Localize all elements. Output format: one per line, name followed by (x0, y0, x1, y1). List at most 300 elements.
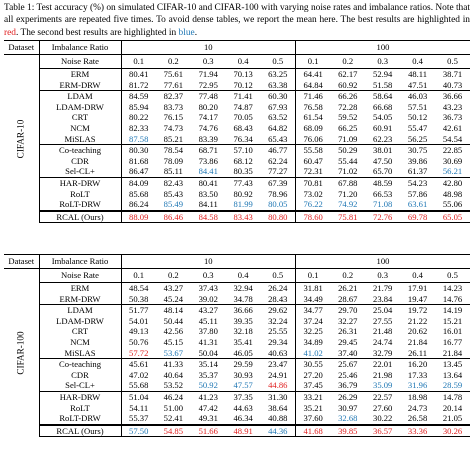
accuracy-value: 44.36 (261, 425, 296, 437)
accuracy-value: 47.50 (373, 155, 393, 166)
accuracy-value: 72.31 (295, 166, 330, 177)
imbalance-ratio-100: 100 (295, 41, 470, 55)
noise-rate-value: 0.3 (191, 269, 226, 283)
accuracy-value: 24.73 (407, 402, 428, 413)
accuracy-value: 80.22 (121, 112, 156, 123)
accuracy-value: 67.39 (261, 177, 296, 188)
noise-rate-value: 0.1 (295, 269, 330, 283)
method-name: NCM (39, 123, 121, 134)
accuracy-value: 30.22 (373, 413, 393, 424)
accuracy-value: 26.29 (330, 391, 365, 402)
noise-rate-value: 0.2 (330, 269, 365, 283)
accuracy-value: 16.77 (442, 336, 463, 347)
accuracy-value: 68.43 (233, 122, 253, 133)
noise-rate-value: 0.3 (191, 55, 226, 69)
accuracy-value: 64.82 (268, 122, 288, 133)
imbalance-ratio-10: 10 (121, 41, 295, 55)
table-row (4, 112, 470, 123)
noise-rate-value: 0.1 (121, 269, 156, 283)
method-name: RoLT (39, 189, 121, 200)
table-row (4, 403, 470, 414)
accuracy-value: 48.98 (442, 188, 463, 199)
table-row (4, 305, 470, 316)
accuracy-value: 70.12 (233, 79, 253, 90)
accuracy-value: 77.43 (226, 177, 261, 188)
accuracy-value: 53.67 (163, 347, 184, 358)
accuracy-value: 25.55 (268, 326, 288, 337)
accuracy-value: 39.02 (198, 293, 218, 304)
accuracy-value: 35.14 (191, 359, 226, 370)
accuracy-value: 51.66 (191, 425, 226, 437)
dataset-name: CIFAR-100 (15, 331, 26, 375)
accuracy-value: 81.99 (233, 199, 253, 210)
accuracy-value: 54.05 (373, 112, 393, 123)
noise-rate-value: 0.2 (156, 55, 191, 69)
method-name: Sel-CL+ (39, 380, 121, 391)
accuracy-value: 41.68 (295, 425, 330, 437)
accuracy-value: 81.72 (121, 80, 156, 91)
accuracy-value: 34.89 (295, 337, 330, 348)
accuracy-value: 38.64 (268, 402, 288, 413)
accuracy-value: 88.09 (121, 211, 156, 223)
accuracy-value: 40.73 (442, 79, 463, 90)
accuracy-value: 80.20 (198, 101, 218, 112)
accuracy-value: 30.93 (233, 369, 253, 380)
accuracy-value: 54.01 (121, 316, 156, 327)
dataset-header: Dataset (4, 255, 39, 269)
accuracy-value: 72.76 (365, 211, 400, 223)
accuracy-value: 67.93 (268, 101, 288, 112)
accuracy-value: 26.11 (408, 347, 428, 358)
accuracy-value: 57.51 (407, 101, 428, 112)
table-row (4, 177, 470, 188)
accuracy-value: 47.57 (233, 380, 253, 391)
ours-row (4, 211, 470, 223)
accuracy-value: 30.69 (442, 155, 463, 166)
method-name: RCAL (Ours) (39, 211, 121, 223)
accuracy-value: 14.78 (435, 391, 470, 402)
accuracy-value: 21.48 (373, 326, 393, 337)
accuracy-value: 80.80 (261, 211, 296, 223)
accuracy-value: 20.14 (442, 402, 463, 413)
accuracy-value: 41.02 (295, 348, 330, 359)
accuracy-value: 84.41 (198, 166, 218, 177)
cifar10-results-table (4, 40, 470, 223)
method-name: Co-teaching (39, 359, 121, 370)
accuracy-value: 36.66 (226, 305, 261, 316)
caption-text-1: Table 1: Test accuracy (%) on simulated CIFAR-10 and CIFAR-100 with varying noise rates and imbalance ratios. Note that all experiments are repeated five times. To avoid dense tables, we report the mean here. The best results are highlighted in (4, 3, 471, 26)
accuracy-value: 47.42 (198, 402, 218, 413)
accuracy-value: 83.39 (198, 133, 218, 144)
accuracy-value: 18.98 (400, 391, 435, 402)
accuracy-value: 41.33 (156, 359, 191, 370)
accuracy-value: 28.43 (268, 293, 288, 304)
accuracy-value: 39.85 (330, 425, 365, 437)
accuracy-value: 77.27 (268, 166, 288, 177)
accuracy-value: 37.24 (295, 316, 330, 327)
caption-text-2: . The second best results are highlighted in (15, 27, 179, 38)
accuracy-value: 20.62 (407, 326, 428, 337)
header-row (4, 41, 470, 55)
table-caption (4, 2, 470, 39)
accuracy-value: 21.05 (442, 413, 463, 424)
table-row (4, 348, 470, 359)
accuracy-value: 34.49 (295, 294, 330, 305)
accuracy-value: 46.24 (156, 391, 191, 402)
accuracy-value: 60.47 (295, 156, 330, 167)
accuracy-value: 34.78 (233, 293, 253, 304)
accuracy-value: 57.50 (121, 425, 156, 437)
accuracy-value: 85.11 (163, 166, 183, 177)
accuracy-value: 73.02 (295, 189, 330, 200)
accuracy-value: 50.38 (121, 294, 156, 305)
accuracy-value: 47.51 (407, 79, 428, 90)
table-row (4, 359, 470, 370)
accuracy-value: 71.08 (373, 199, 393, 210)
accuracy-value: 51.58 (373, 79, 393, 90)
noise-rate-value: 0.5 (261, 269, 296, 283)
accuracy-value: 36.57 (365, 425, 400, 437)
accuracy-value: 76.22 (295, 199, 330, 211)
accuracy-value: 80.35 (233, 166, 253, 177)
accuracy-value: 30.97 (338, 402, 358, 413)
accuracy-value: 74.92 (338, 199, 358, 210)
accuracy-value: 31.96 (407, 380, 428, 391)
accuracy-value: 78.54 (156, 145, 191, 156)
accuracy-value: 37.80 (198, 326, 218, 337)
method-name: ERM (39, 283, 121, 294)
accuracy-value: 13.45 (435, 359, 470, 370)
accuracy-value: 72.28 (338, 101, 358, 112)
accuracy-value: 46.03 (400, 91, 435, 102)
table-row (4, 326, 470, 337)
accuracy-value: 39.35 (233, 315, 253, 326)
noise-rate-value: 0.2 (156, 269, 191, 283)
dataset-name: CIFAR-10 (15, 119, 26, 159)
accuracy-value: 35.09 (373, 380, 393, 391)
accuracy-value: 29.59 (226, 359, 261, 370)
accuracy-value: 59.52 (338, 112, 358, 123)
accuracy-value: 62.24 (268, 155, 288, 166)
accuracy-value: 21.79 (365, 283, 400, 294)
accuracy-value: 39.86 (407, 155, 428, 166)
accuracy-value: 66.53 (373, 188, 393, 199)
method-name: RoLT (39, 403, 121, 414)
accuracy-value: 73.86 (198, 155, 218, 166)
method-name: CRT (39, 112, 121, 123)
accuracy-value: 30.55 (295, 359, 330, 370)
accuracy-value: 84.59 (121, 91, 156, 102)
method-name: LDAM-DRW (39, 102, 121, 113)
accuracy-value: 32.18 (233, 326, 253, 337)
accuracy-value: 32.25 (295, 326, 330, 337)
accuracy-value: 30.26 (435, 425, 470, 437)
accuracy-value: 76.58 (295, 102, 330, 113)
noise-rate-row (4, 55, 470, 69)
noise-rate-row (4, 269, 470, 283)
accuracy-value: 71.94 (191, 69, 226, 80)
table-row (4, 80, 470, 91)
method-name: Sel-CL+ (39, 166, 121, 177)
accuracy-value: 68.71 (191, 145, 226, 156)
accuracy-value: 43.27 (156, 283, 191, 294)
method-name: NCM (39, 337, 121, 348)
accuracy-value: 35.41 (233, 336, 253, 347)
accuracy-value: 76.15 (163, 112, 184, 123)
accuracy-value: 50.44 (163, 315, 184, 326)
accuracy-value: 17.91 (400, 283, 435, 294)
accuracy-value: 85.21 (163, 133, 184, 144)
accuracy-value: 63.25 (261, 69, 296, 80)
accuracy-value: 61.37 (407, 166, 428, 177)
accuracy-value: 77.61 (163, 79, 184, 90)
method-name: CRT (39, 326, 121, 337)
accuracy-value: 56.25 (407, 133, 428, 144)
accuracy-value: 78.09 (163, 155, 184, 166)
accuracy-value: 65.43 (268, 133, 288, 144)
accuracy-value: 70.05 (233, 112, 253, 123)
accuracy-value: 55.58 (295, 145, 330, 156)
accuracy-value: 74.17 (198, 112, 218, 123)
table-row (4, 91, 470, 102)
imbalance-ratio-10: 10 (121, 255, 295, 269)
accuracy-value: 48.14 (156, 305, 191, 316)
table-row (4, 189, 470, 200)
accuracy-value: 65.05 (435, 211, 470, 223)
noise-rate-value: 0.4 (226, 55, 261, 69)
accuracy-value: 45.15 (163, 336, 184, 347)
accuracy-value: 74.73 (163, 122, 184, 133)
accuracy-value: 15.21 (442, 315, 463, 326)
accuracy-value: 14.19 (435, 305, 470, 316)
accuracy-value: 40.88 (268, 413, 288, 424)
table-row (4, 156, 470, 167)
noise-rate-label: Noise Rate (39, 55, 121, 69)
accuracy-value: 82.33 (121, 123, 156, 134)
accuracy-value: 32.24 (268, 315, 288, 326)
accuracy-value: 50.29 (330, 145, 365, 156)
accuracy-value: 85.68 (121, 189, 156, 200)
accuracy-value: 24.74 (373, 336, 393, 347)
imbalance-ratio-100: 100 (295, 255, 470, 269)
accuracy-value: 82.37 (156, 91, 191, 102)
accuracy-value: 51.04 (121, 391, 156, 402)
method-name: RoLT-DRW (39, 413, 121, 425)
imbalance-ratio-header: Imbalance Ratio (39, 255, 121, 269)
accuracy-value: 72.95 (198, 79, 218, 90)
accuracy-value: 82.43 (156, 177, 191, 188)
accuracy-value: 71.02 (338, 166, 358, 177)
noise-rate-label: Noise Rate (39, 269, 121, 283)
accuracy-value: 81.68 (121, 156, 156, 167)
accuracy-value: 68.12 (233, 155, 253, 166)
accuracy-value: 86.46 (156, 211, 191, 223)
accuracy-value: 71.09 (338, 133, 358, 144)
accuracy-value: 58.64 (365, 91, 400, 102)
accuracy-value: 62.17 (330, 69, 365, 80)
accuracy-value: 46.05 (233, 347, 253, 358)
accuracy-value: 22.01 (365, 359, 400, 370)
accuracy-value: 21.98 (373, 369, 393, 380)
accuracy-value: 37.45 (295, 380, 330, 391)
noise-rate-value: 0.5 (261, 55, 296, 69)
accuracy-value: 21.84 (442, 347, 463, 358)
accuracy-value: 80.30 (121, 145, 156, 156)
accuracy-value: 32.94 (226, 283, 261, 294)
accuracy-value: 51.77 (121, 305, 156, 316)
accuracy-value: 55.37 (121, 413, 156, 425)
accuracy-value: 23.47 (261, 359, 296, 370)
method-name: MiSLAS (39, 348, 121, 359)
accuracy-value: 42.80 (435, 177, 470, 188)
imbalance-ratio-header: Imbalance Ratio (39, 41, 121, 55)
accuracy-value: 30.75 (400, 145, 435, 156)
accuracy-value: 55.06 (442, 199, 463, 210)
accuracy-value: 52.94 (365, 69, 400, 80)
method-name: ERM (39, 69, 121, 80)
noise-rate-value: 0.4 (400, 55, 435, 69)
accuracy-value: 80.92 (233, 188, 253, 199)
accuracy-value: 57.86 (407, 188, 428, 199)
accuracy-value: 75.61 (156, 69, 191, 80)
noise-rate-value: 0.3 (365, 269, 400, 283)
accuracy-value: 80.05 (268, 199, 288, 210)
accuracy-value: 68.09 (295, 123, 330, 134)
accuracy-value: 27.55 (373, 315, 393, 326)
accuracy-value: 29.45 (338, 336, 358, 347)
noise-rate-value: 0.5 (435, 55, 470, 69)
accuracy-value: 44.63 (233, 402, 253, 413)
accuracy-value: 40.64 (163, 369, 184, 380)
accuracy-value: 50.12 (407, 112, 428, 123)
accuracy-value: 46.34 (233, 413, 253, 424)
accuracy-value: 53.52 (163, 380, 184, 391)
accuracy-value: 83.73 (163, 101, 184, 112)
table-row (4, 123, 470, 134)
accuracy-value: 37.40 (338, 347, 358, 358)
accuracy-value: 83.43 (226, 211, 261, 223)
accuracy-value: 76.34 (233, 133, 253, 144)
accuracy-value: 69.78 (400, 211, 435, 223)
accuracy-value: 84.58 (191, 211, 226, 223)
accuracy-value: 42.61 (442, 122, 463, 133)
accuracy-value: 29.70 (330, 305, 365, 316)
dataset-cell (4, 55, 39, 223)
accuracy-value: 26.58 (407, 413, 428, 424)
accuracy-value: 65.70 (373, 166, 393, 177)
method-name: Co-teaching (39, 145, 121, 156)
accuracy-value: 70.81 (295, 177, 330, 188)
accuracy-value: 33.36 (400, 425, 435, 437)
accuracy-value: 70.13 (226, 69, 261, 80)
accuracy-value: 74.87 (233, 101, 253, 112)
accuracy-value: 17.33 (407, 369, 428, 380)
accuracy-value: 21.84 (407, 336, 428, 347)
accuracy-value: 85.43 (163, 188, 184, 199)
accuracy-value: 61.54 (295, 112, 330, 123)
accuracy-value: 54.11 (121, 403, 156, 414)
dataset-header: Dataset (4, 41, 39, 55)
accuracy-value: 56.21 (442, 166, 463, 177)
accuracy-value: 47.02 (121, 370, 156, 381)
accuracy-value: 57.72 (121, 348, 156, 359)
method-name: HAR-DRW (39, 177, 121, 188)
accuracy-value: 85.94 (121, 102, 156, 113)
accuracy-value: 45.24 (163, 293, 184, 304)
accuracy-value: 66.26 (330, 91, 365, 102)
table-row (4, 283, 470, 294)
accuracy-value: 42.56 (163, 326, 184, 337)
accuracy-value: 76.06 (295, 134, 330, 145)
accuracy-value: 49.13 (121, 326, 156, 337)
accuracy-value: 57.10 (226, 145, 261, 156)
accuracy-value: 36.73 (442, 112, 463, 123)
accuracy-value: 55.47 (407, 122, 428, 133)
accuracy-value: 63.38 (268, 79, 288, 90)
accuracy-value: 62.23 (373, 133, 393, 144)
method-name: ERM-DRW (39, 294, 121, 305)
noise-rate-value: 0.4 (226, 269, 261, 283)
table-row (4, 134, 470, 145)
accuracy-value: 66.25 (338, 122, 358, 133)
header-row (4, 255, 470, 269)
accuracy-value: 38.01 (365, 145, 400, 156)
accuracy-value: 26.24 (261, 283, 296, 294)
accuracy-value: 29.34 (268, 336, 288, 347)
table-row (4, 413, 470, 425)
accuracy-value: 25.67 (330, 359, 365, 370)
accuracy-value: 48.54 (121, 283, 156, 294)
table-row (4, 69, 470, 80)
accuracy-value: 51.00 (163, 402, 184, 413)
caption-red-word: red (4, 27, 16, 38)
accuracy-value: 21.22 (407, 315, 428, 326)
accuracy-value: 35.21 (295, 403, 330, 414)
accuracy-value: 80.41 (121, 69, 156, 80)
accuracy-value: 49.31 (198, 413, 218, 424)
accuracy-value: 40.63 (268, 347, 288, 358)
noise-rate-value: 0.5 (435, 269, 470, 283)
method-name: RCAL (Ours) (39, 425, 121, 437)
accuracy-value: 75.81 (330, 211, 365, 223)
accuracy-value: 44.86 (268, 380, 288, 391)
accuracy-value: 32.79 (373, 347, 393, 358)
accuracy-value: 13.64 (442, 369, 463, 380)
accuracy-value: 27.20 (295, 370, 330, 381)
accuracy-value: 63.52 (268, 112, 288, 123)
accuracy-value: 83.50 (198, 188, 218, 199)
accuracy-value: 46.77 (261, 145, 296, 156)
accuracy-value: 55.44 (338, 155, 358, 166)
table-row (4, 102, 470, 113)
caption-blue-word: blue (178, 27, 195, 38)
accuracy-value: 31.81 (295, 283, 330, 294)
accuracy-value: 19.72 (400, 305, 435, 316)
accuracy-value: 54.23 (400, 177, 435, 188)
accuracy-value: 77.48 (191, 91, 226, 102)
accuracy-value: 43.27 (191, 305, 226, 316)
table-row (4, 337, 470, 348)
method-name: RoLT-DRW (39, 199, 121, 211)
accuracy-value: 54.85 (156, 425, 191, 437)
accuracy-value: 64.41 (295, 69, 330, 80)
table-row (4, 145, 470, 156)
accuracy-value: 78.60 (295, 211, 330, 223)
accuracy-value: 54.54 (442, 133, 463, 144)
accuracy-value: 16.01 (442, 326, 463, 337)
accuracy-value: 38.71 (435, 69, 470, 80)
accuracy-value: 64.84 (295, 80, 330, 91)
